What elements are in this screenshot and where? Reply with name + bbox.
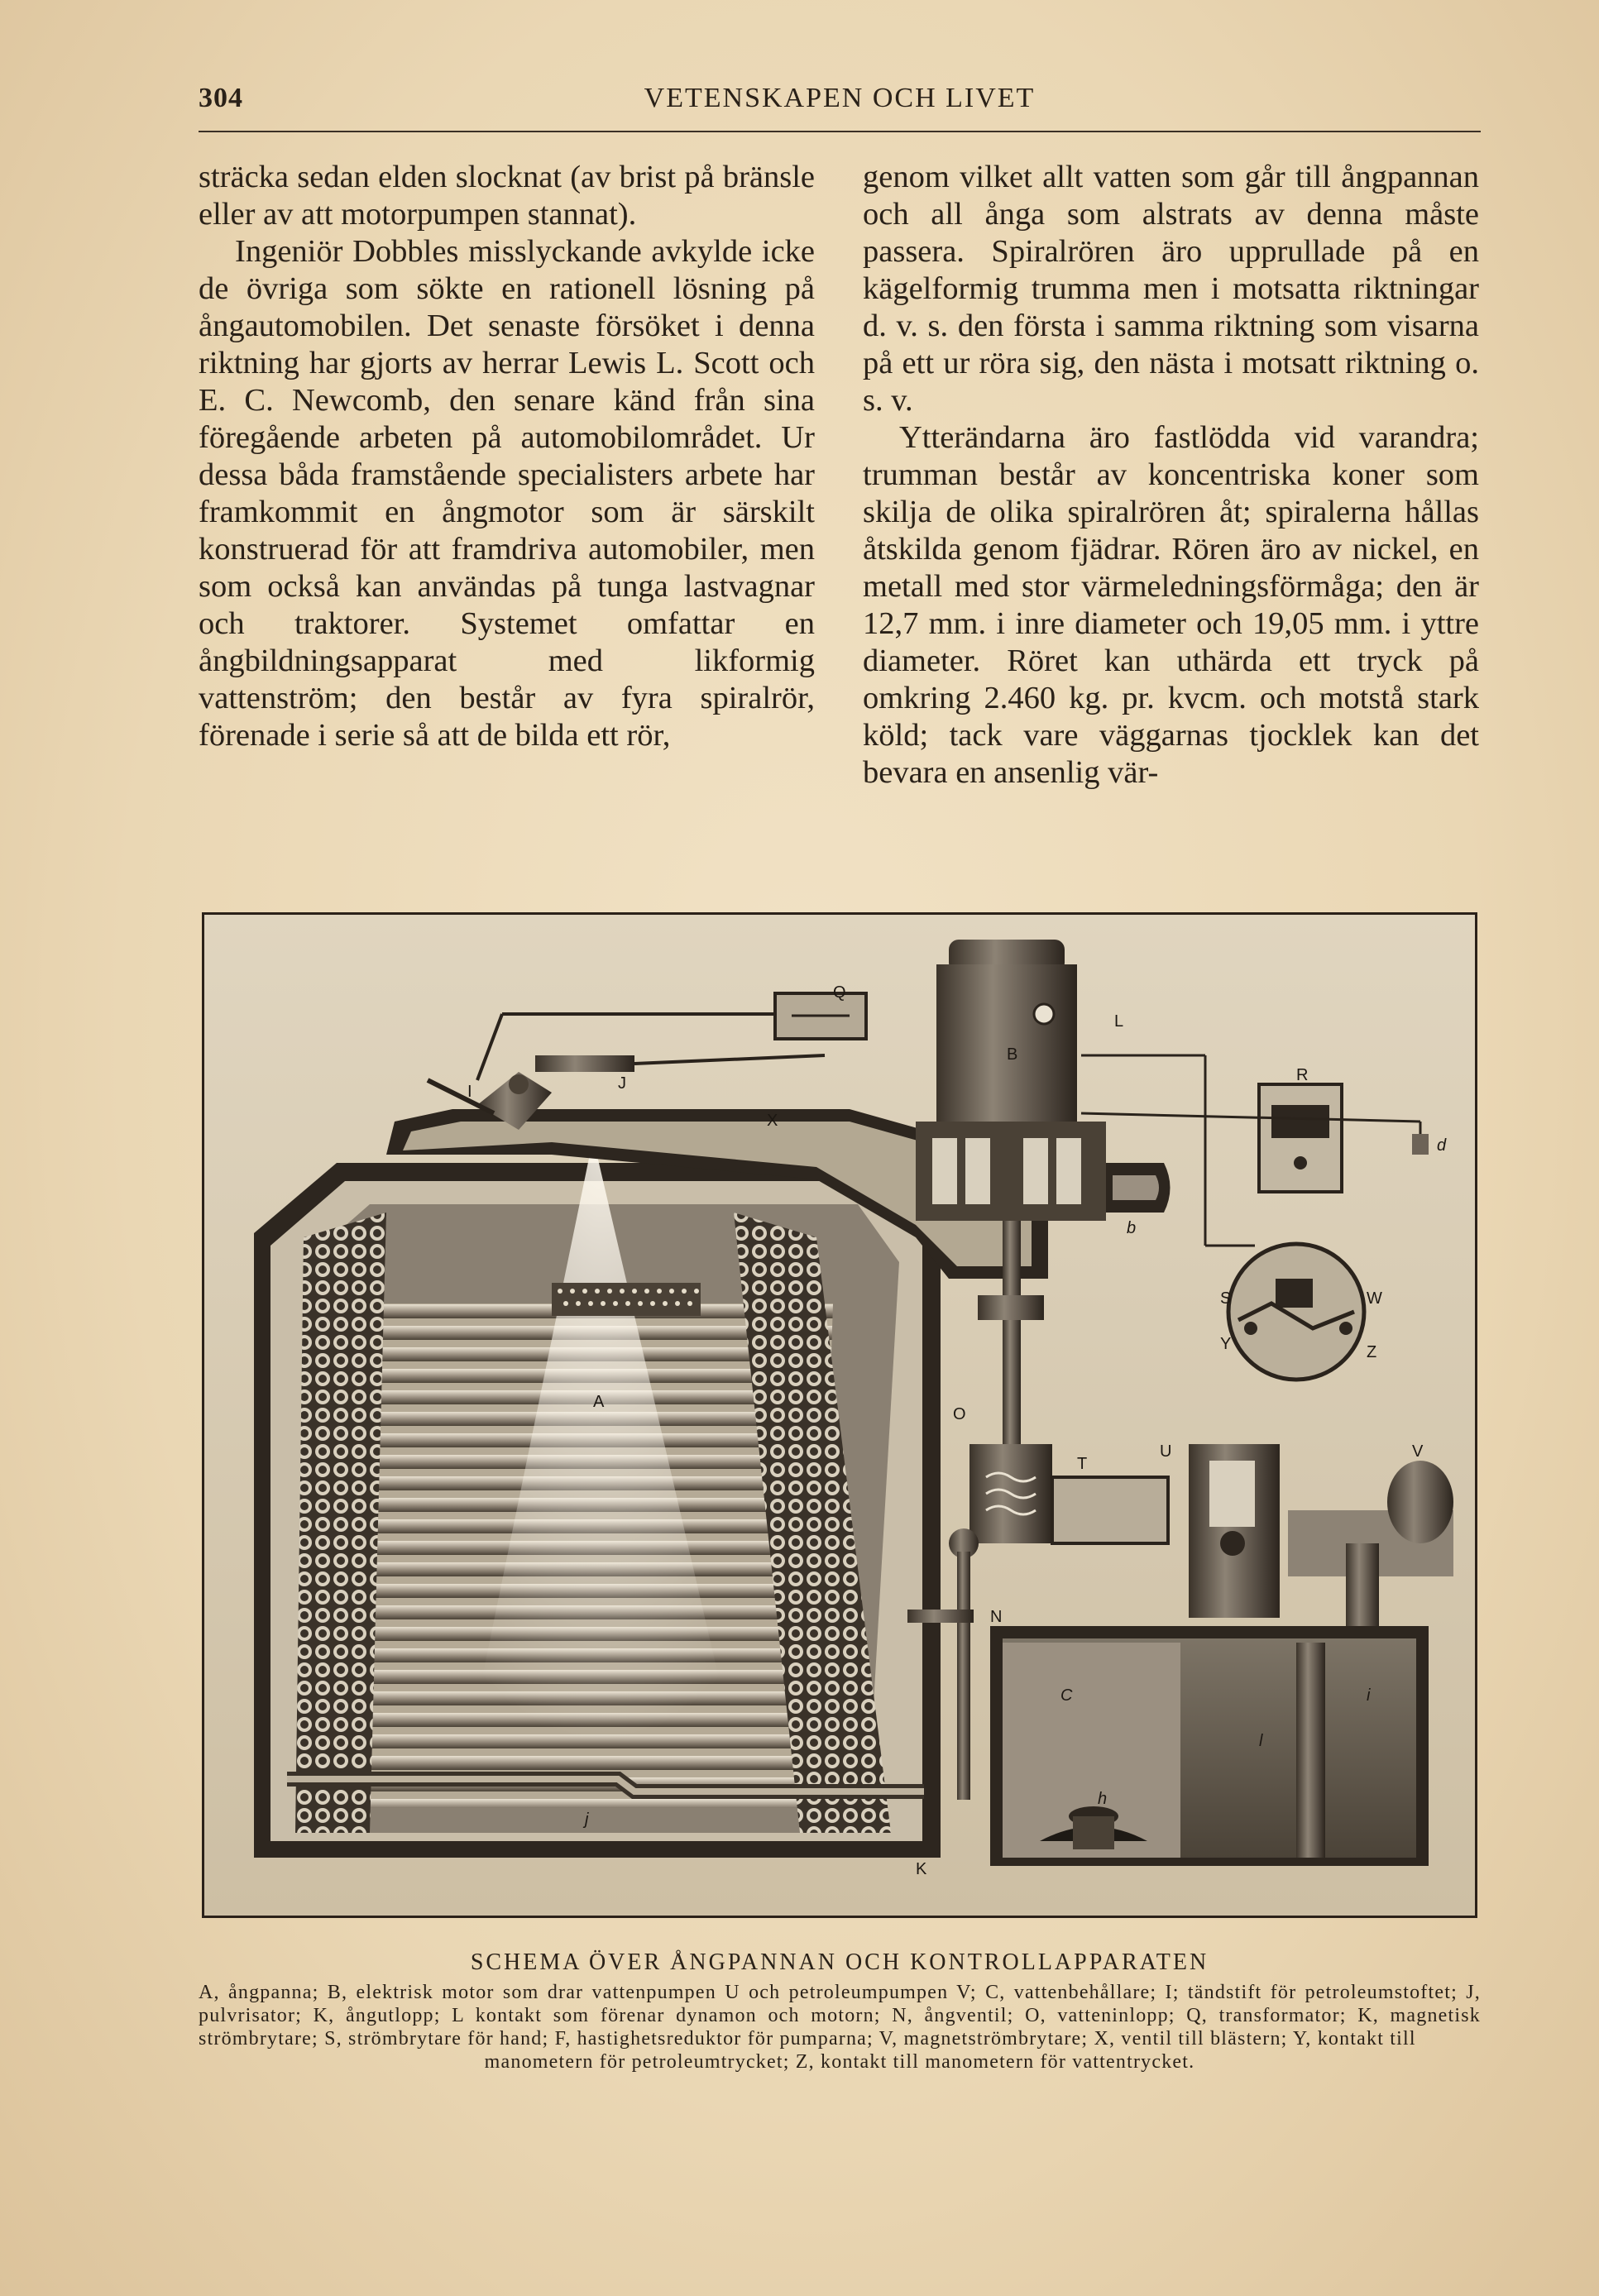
label-d: d bbox=[1437, 1136, 1447, 1155]
label-O: O bbox=[953, 1405, 966, 1423]
label-B: B bbox=[1007, 1045, 1018, 1064]
label-S: S bbox=[1220, 1289, 1232, 1308]
label-I: I bbox=[467, 1083, 472, 1101]
left-column bbox=[199, 159, 815, 754]
label-N: N bbox=[990, 1608, 1003, 1626]
label-C: C bbox=[1060, 1686, 1073, 1705]
label-j: j bbox=[585, 1810, 589, 1829]
figure-caption-last-line: manometern för petroleumtrycket; Z, kontakt till manometern för vattentrycket. bbox=[484, 2051, 1195, 2073]
left-paragraph-1: sträcka sedan elden slocknat (av brist på bränsle eller av att motorpumpen stannat). bbox=[199, 160, 815, 232]
label-J: J bbox=[618, 1074, 626, 1093]
label-V: V bbox=[1412, 1442, 1424, 1461]
label-i: i bbox=[1367, 1686, 1371, 1705]
label-X: X bbox=[767, 1112, 778, 1130]
label-b: b bbox=[1127, 1219, 1137, 1237]
left-paragraph-2: Ingeniör Dobbles misslyckande avkylde icke de övriga som sökte en rationell lösning på ångautomobilen. Det senaste försöket i denna riktning har gjorts av herrar Lewis L. Scott och E. C. Newcomb, den senare känd från sina föregående arbeten på automobilområdet. Ur dessa båda framstående specialisters arbete har framkommit en ångmotor som är särskilt konstruerad för att framdriva automobiler, men som också kan användas på tunga lastvagnar och traktorer. Systemet omfattar en ångbildningsapparat med likformig vattenström; den består av fyra spiralrör, förenade i serie så att de bilda ett rör, bbox=[199, 234, 815, 753]
label-U: U bbox=[1160, 1442, 1172, 1461]
page-header bbox=[199, 83, 1481, 132]
label-T: T bbox=[1077, 1455, 1088, 1473]
label-K: K bbox=[916, 1860, 927, 1878]
label-R: R bbox=[1296, 1066, 1309, 1084]
boiler-diagram-figure bbox=[202, 912, 1477, 1918]
label-Y: Y bbox=[1220, 1335, 1232, 1353]
right-paragraph-2: Ytterändarna äro fastlödda vid varandra; trumman består av koncentriska koner som skilja de olika spiralrören åt; spiralerna hållas åtskilda genom fjädrar. Rören äro av nickel, en metall med stor värmeledningsförmåga; den är 12,7 mm. i inre diameter och 19,05 mm. i yttre diameter. Röret kan uthärda ett tryck på omkring 2.460 kg. pr. kvcm. och motstå stark köld; tack vare väggarnas tjocklek kan det bevara en ansenlig vär- bbox=[863, 420, 1479, 790]
figure-caption bbox=[199, 1981, 1481, 2074]
figure-caption-title: SCHEMA ÖVER ÅNGPANNAN OCH KONTROLLAPPARATEN bbox=[470, 1949, 1209, 1975]
right-column bbox=[863, 159, 1479, 792]
label-A: A bbox=[593, 1393, 605, 1411]
figure-caption-body: A, ångpanna; B, elektrisk motor som drar vattenpumpen U och petroleumpumpen V; C, vattenbehållare; I; tändstift för petroleumstoftet; J, pulvrisator; K, ångutlopp; L kontakt som förenar dynamon och motorn; N, ångventil; O, vatteninlopp; Q, transformator; K, magnetisk strömbrytare; S, strömbrytare för hand; F, hastighetsreduktor för pumparna; V, magnetströmbrytare; X, ventil till blästern; Y, kontakt till bbox=[199, 1982, 1481, 2050]
label-h: h bbox=[1098, 1790, 1108, 1808]
label-L: L bbox=[1114, 1012, 1124, 1031]
label-W: W bbox=[1367, 1289, 1382, 1308]
label-l: l bbox=[1259, 1732, 1263, 1750]
page-number: 304 bbox=[199, 83, 243, 113]
label-Q: Q bbox=[833, 983, 846, 1002]
boiler-diagram bbox=[204, 915, 1475, 1916]
header-rule bbox=[199, 131, 1481, 132]
label-Z: Z bbox=[1367, 1343, 1377, 1361]
running-head: VETENSKAPEN OCH LIVET bbox=[644, 83, 1036, 113]
right-paragraph-1: genom vilket allt vatten som går till ångpannan och all ånga som alstrats av denna måste passera. Spiralrören äro upprullade på en kägelformig trumma men i motsatta riktningar d. v. s. den första i samma riktning som visarna på ett ur röra sig, den nästa i motsatt riktning o. s. v. bbox=[863, 160, 1479, 418]
